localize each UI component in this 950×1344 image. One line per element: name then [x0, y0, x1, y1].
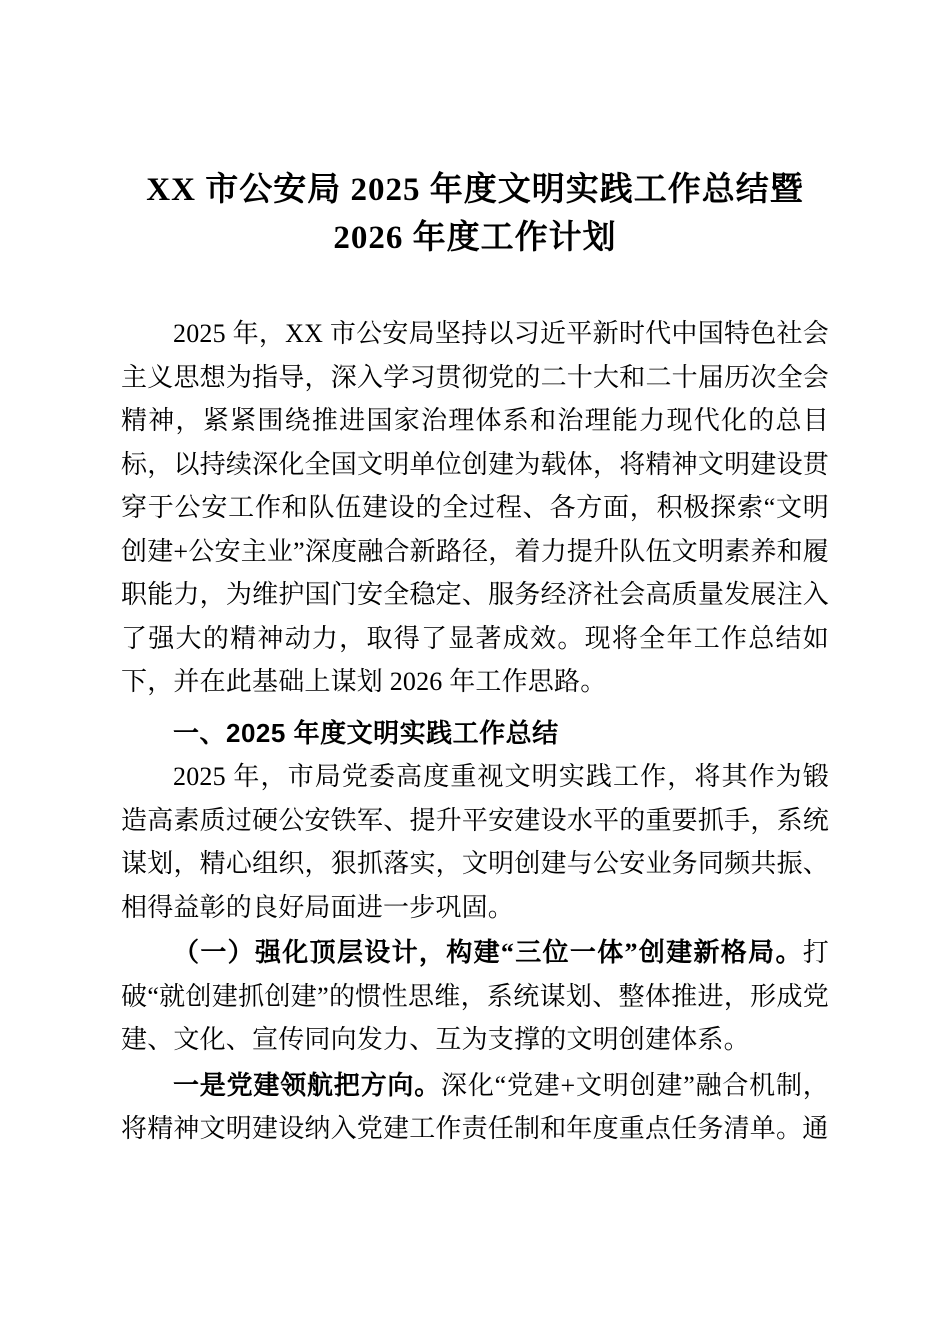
- paragraph-point1: [121, 1064, 829, 1151]
- document-title-line-2: 2026 年度工作计划: [333, 220, 617, 256]
- section-heading-1: 一、2025 年度文明实践工作总结: [173, 717, 559, 748]
- paragraph-sub1: [121, 931, 829, 1062]
- paragraph-sub1-lead: （一）强化顶层设计，构建“三位一体”创建新格局。: [173, 938, 803, 967]
- paragraph-intro: 2025 年，XX 市公安局坚持以习近平新时代中国特色社会主义思想为指导，深入学习贯彻党的二十大和二十届历次全会精神，紧紧围绕推进国家治理体系和治理能力现代化的总目标，以持续深化全国文明单位创建为载体，将精神文明建设贯穿于公安工作和队伍建设的全过程、各方面，积极探索“文明创建+公安主业”深度融合新路径，着力提升队伍文明素养和履职能力，为维护国门安全稳定、服务经济社会高质量发展注入了强大的精神动力，取得了显著成效。现将全年工作总结如下，并在此基础上谋划 2026 年工作思路。: [121, 319, 829, 696]
- document-title: [0, 0, 950, 262]
- document-body: [0, 312, 950, 1151]
- paragraph-sub1-body: 打破“就创建抓创建”的惯性思维，系统谋划、整体推进，形成党建、文化、宣传同向发力、互为支撑的文明创建体系。: [121, 938, 829, 1054]
- paragraph-point1-body: 深化“党建+文明创建”融合机制，将精神文明建设纳入党建工作责任制和年度重点任务清单。通: [121, 1070, 829, 1143]
- paragraph-point1-lead: 一是党建领航把方向。: [173, 1070, 442, 1100]
- paragraph-section-overview: 2025 年，市局党委高度重视文明实践工作，将其作为锻造高素质过硬公安铁军、提升平安建设水平的重要抓手，系统谋划，精心组织，狠抓落实，文明创建与公安业务同频共振、相得益彰的良好局面进一步巩固。: [121, 762, 829, 922]
- document-title-line-1: XX 市公安局 2025 年度文明实践工作总结暨: [146, 172, 804, 208]
